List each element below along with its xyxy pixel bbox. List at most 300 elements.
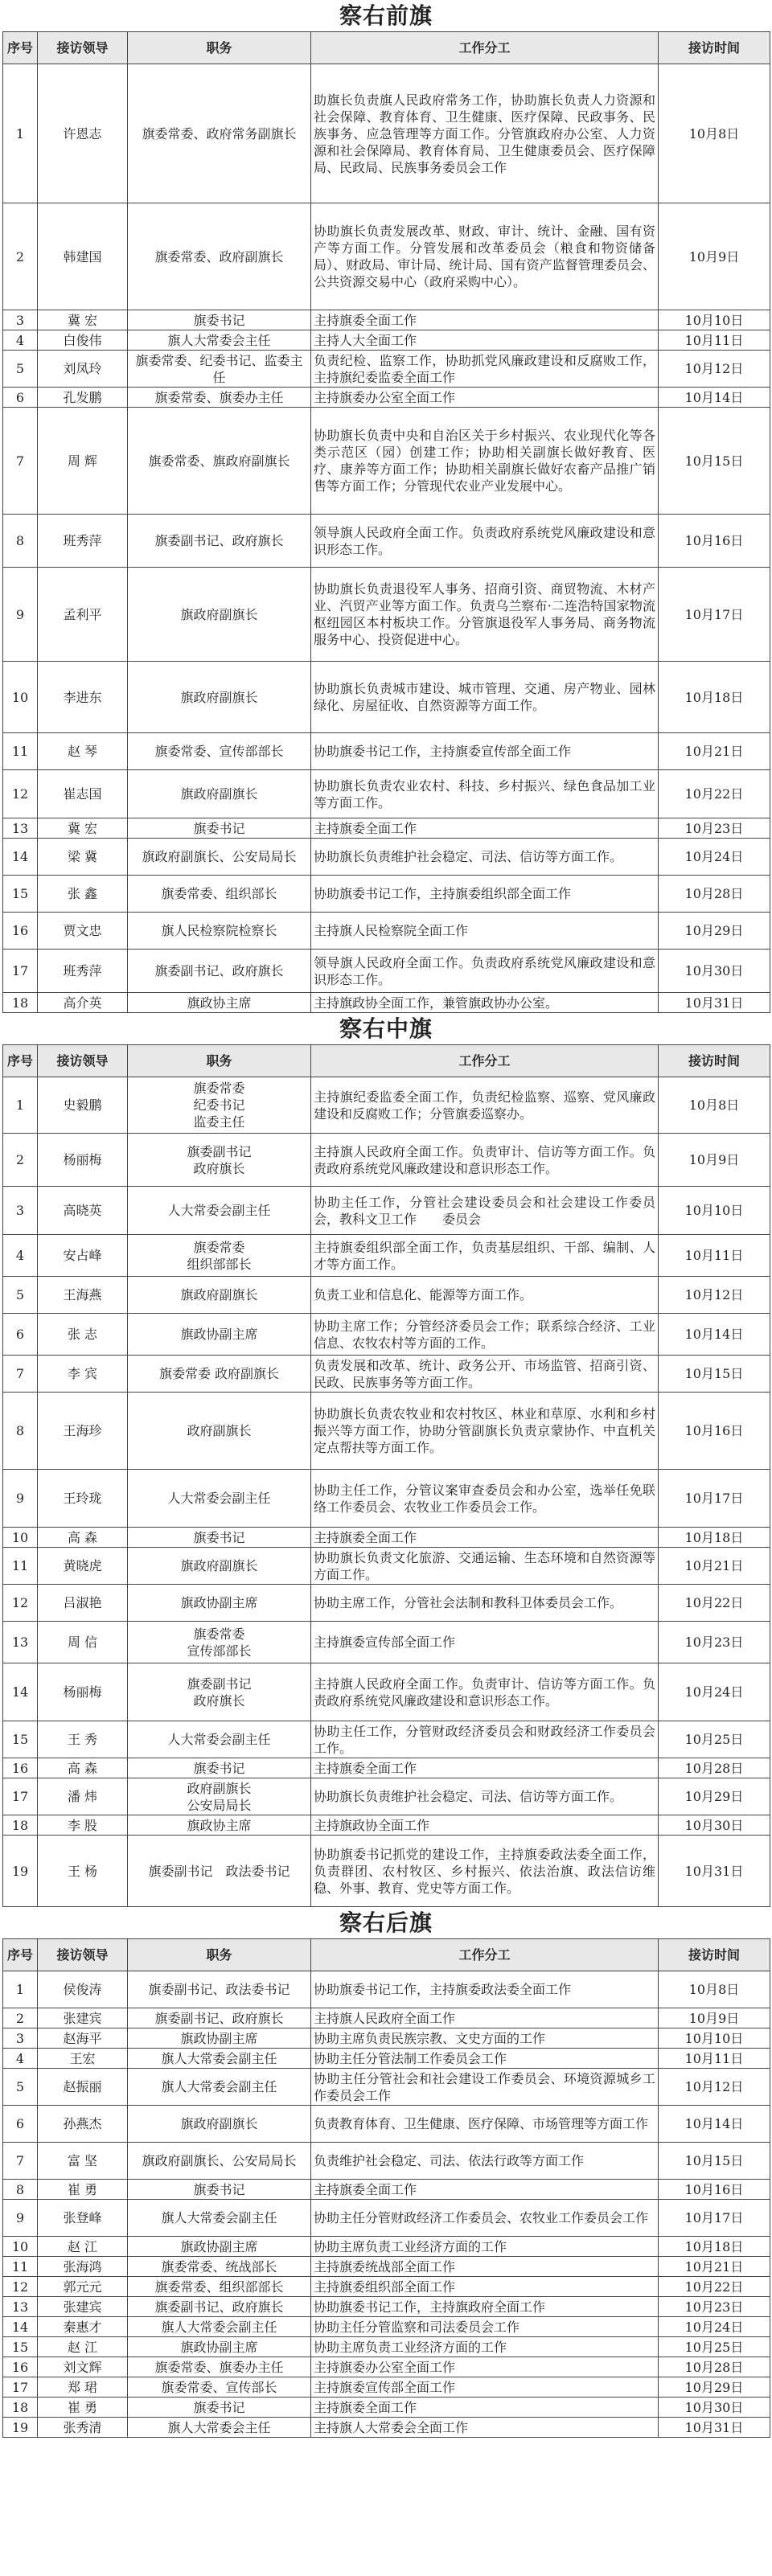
table-row [3,1393,770,1470]
table-row [3,203,770,310]
row-position: 人大常委会副主任 [128,1470,311,1528]
table-row [3,408,770,515]
row-no: 15 [3,2337,38,2357]
table-row [3,2069,770,2106]
row-date: 10月28日 [659,876,770,913]
row-position: 旗委副书记、政府旗长 [128,2297,311,2317]
row-name: 高 森 [38,1528,128,1548]
row-name: 王宏 [38,2049,128,2069]
row-position: 旗政府副旗长、公安局局长 [128,839,311,876]
row-position: 旗委常委 纪委书记 监委主任 [128,1077,311,1134]
row-no: 7 [3,1356,38,1393]
row-date: 10月11日 [659,330,770,351]
row-date: 10月14日 [659,1314,770,1356]
row-no: 9 [3,2200,38,2237]
row-no: 10 [3,662,38,733]
table-row [3,2377,770,2398]
row-no: 4 [3,330,38,351]
row-work: 主持旗政协全面工作 [311,1815,659,1836]
row-work: 主持旗政协全面工作，兼管旗政协办公室。 [311,993,659,1013]
row-no: 19 [3,2418,38,2438]
section-title: 察右前旗 [339,2,433,29]
row-position: 旗委常委、旗政府副旗长 [128,408,311,515]
row-name: 张建宾 [38,2297,128,2317]
row-work: 协助旗委书记工作，主持旗委宣传部全面工作 [311,733,659,770]
row-position: 旗委常委、旗委办主任 [128,2357,311,2377]
table-row [3,1314,770,1356]
table-row [3,1971,770,2008]
row-name: 王 秀 [38,1721,128,1758]
table-row [3,1356,770,1393]
row-no: 12 [3,1585,38,1622]
row-position: 旗政协副主席 [128,1585,311,1622]
row-date: 10月31日 [659,1836,770,1907]
row-work: 负责纪检、监察工作，协助抓党风廉政建设和反腐败工作，主持旗纪委监委全面工作 [311,351,659,388]
row-no: 16 [3,2357,38,2377]
header-name: 接访领导 [38,32,128,64]
row-position: 旗委书记 [128,818,311,839]
row-date: 10月17日 [659,2200,770,2237]
row-no: 4 [3,2049,38,2069]
row-date: 10月15日 [659,1356,770,1393]
header-date: 接访时间 [659,32,770,64]
row-position: 旗政府副旗长 [128,662,311,733]
row-position: 旗委副书记、政府旗长 [128,515,311,568]
table-row [3,2143,770,2180]
header-name: 接访领导 [38,1045,128,1077]
row-date: 10月21日 [659,2257,770,2277]
row-position: 旗委副书记 政府旗长 [128,1663,311,1721]
row-name: 杨丽梅 [38,1663,128,1721]
row-work: 协助旗长负责城市建设、城市管理、交通、房产物业、园林绿化、房屋征收、自然资源等方面工作。 [311,662,659,733]
row-name: 赵 江 [38,2237,128,2257]
row-work: 主持旗人民政府全面工作 [311,2008,659,2028]
table-row [3,1077,770,1134]
row-no: 4 [3,1235,38,1277]
row-date: 10月17日 [659,1470,770,1528]
row-no: 9 [3,568,38,662]
row-name: 王海燕 [38,1277,128,1314]
row-work: 领导旗人民政府全面工作。负责政府系统党风廉政建设和意识形态工作。 [311,515,659,568]
table-row [3,1663,770,1721]
row-position: 旗委书记 [128,2180,311,2200]
row-date: 10月9日 [659,203,770,310]
table-row [3,818,770,839]
table-row [3,913,770,950]
row-position: 旗政府副旗长 [128,770,311,818]
table-row [3,876,770,913]
row-name: 韩建国 [38,203,128,310]
row-position: 旗政府副旗长 [128,1277,311,1314]
row-date: 10月23日 [659,2297,770,2317]
row-no: 10 [3,2237,38,2257]
row-date: 10月24日 [659,839,770,876]
row-name: 刘文辉 [38,2357,128,2377]
row-name: 王玲珑 [38,1470,128,1528]
row-position: 旗委常委、组织部长 [128,876,311,913]
row-name: 高 森 [38,1758,128,1778]
row-no: 1 [3,1077,38,1134]
row-no: 2 [3,2008,38,2028]
row-name: 郭元元 [38,2277,128,2297]
row-date: 10月24日 [659,2317,770,2337]
row-position: 旗政协主席 [128,993,311,1013]
table-row [3,1134,770,1187]
row-position: 旗委常委 政府副旗长 [128,1356,311,1393]
row-position: 旗政府副旗长 [128,568,311,662]
table-row [3,2317,770,2337]
row-no: 12 [3,2277,38,2297]
row-date: 10月18日 [659,2237,770,2257]
row-position: 旗委副书记、政府旗长 [128,2008,311,2028]
row-work: 主持旗人民检察院全面工作 [311,913,659,950]
schedule-table [2,1938,770,2438]
row-work: 协助旗长负责农业农村、科技、乡村振兴、绿色食品加工业等方面工作。 [311,770,659,818]
row-name: 张海鸿 [38,2257,128,2277]
row-name: 许恩志 [38,64,128,203]
row-work: 协助主任分管监察和司法委员会工作 [311,2317,659,2337]
table-row [3,993,770,1013]
row-name: 冀 宏 [38,818,128,839]
table-row [3,2357,770,2377]
header-date: 接访时间 [659,1939,770,1971]
row-work: 协助旗委书记工作，主持旗政府全面工作 [311,2297,659,2317]
section-title: 察右中旗 [339,1015,433,1042]
row-no: 2 [3,203,38,310]
row-date: 10月16日 [659,2180,770,2200]
row-no: 1 [3,64,38,203]
row-work: 协助主任工作，分管社会建设委员会和社会建设工作委员会，教科文卫工作 委员会 [311,1187,659,1235]
row-work: 主持旗委办公室全面工作 [311,2357,659,2377]
row-no: 15 [3,876,38,913]
row-work: 负责工业和信息化、能源等方面工作。 [311,1277,659,1314]
row-work: 协助旗长负责维护社会稳定、司法、信访等方面工作。 [311,1778,659,1815]
row-name: 李 股 [38,1815,128,1836]
row-position: 旗委常委 宣传部部长 [128,1622,311,1663]
table-row [3,2277,770,2297]
row-work: 协助旗长负责中央和自治区关于乡村振兴、农业现代化等各类示范区（园）创建工作；协助相关副旗长做好教育、医疗、康养等方面工作；协助相关副旗长做好农畜产品推广销售等方面工作；分管现代农业产业发展中心。 [311,408,659,515]
row-work: 主持旗委全面工作 [311,2398,659,2418]
row-name: 班秀萍 [38,515,128,568]
table-row [3,1277,770,1314]
row-no: 8 [3,1393,38,1470]
row-name: 张建宾 [38,2008,128,2028]
row-date: 10月16日 [659,1393,770,1470]
row-position: 旗政府副旗长、公安局局长 [128,2143,311,2180]
row-date: 10月30日 [659,2398,770,2418]
row-no: 11 [3,733,38,770]
table-row [3,950,770,993]
row-date: 10月9日 [659,1134,770,1187]
row-position: 旗人大常委会主任 [128,330,311,351]
row-name: 李进东 [38,662,128,733]
row-date: 10月28日 [659,2357,770,2377]
row-date: 10月12日 [659,351,770,388]
row-date: 10月10日 [659,1187,770,1235]
row-no: 15 [3,1721,38,1758]
row-date: 10月18日 [659,662,770,733]
row-date: 10月11日 [659,2049,770,2069]
row-name: 孔发鹏 [38,388,128,408]
row-position: 旗委常委、纪委书记、监委主任 [128,351,311,388]
row-name: 赵振丽 [38,2069,128,2106]
row-no: 18 [3,993,38,1013]
row-work: 主持人大全面工作 [311,330,659,351]
row-no: 3 [3,2028,38,2049]
table-row [3,2418,770,2438]
row-no: 11 [3,2257,38,2277]
row-work: 主持旗纪委监委全面工作，负责纪检监察、巡察、党风廉政建设和反腐败工作；分管旗委巡察办。 [311,1077,659,1134]
row-date: 10月15日 [659,408,770,515]
table-row [3,1585,770,1622]
row-position: 旗人大常委会副主任 [128,2200,311,2237]
header-position: 职务 [128,32,311,64]
row-date: 10月23日 [659,1622,770,1663]
row-no: 16 [3,1758,38,1778]
row-no: 5 [3,351,38,388]
row-work: 主持旗委办公室全面工作 [311,388,659,408]
header-row [3,32,770,64]
row-name: 孙燕杰 [38,2106,128,2143]
row-work: 主持旗委宣传部全面工作 [311,1622,659,1663]
row-position: 人大常委会副主任 [128,1187,311,1235]
row-date: 10月29日 [659,2377,770,2398]
schedule-table [2,1044,770,1907]
row-work: 协助主任分管法制工作委员会工作 [311,2049,659,2069]
row-work: 主持旗委全面工作 [311,818,659,839]
row-name: 黄晓虎 [38,1548,128,1585]
row-name: 秦惠才 [38,2317,128,2337]
row-no: 8 [3,515,38,568]
row-no: 7 [3,408,38,515]
row-position: 旗人大常委会副主任 [128,2069,311,2106]
row-work: 协助主任分管社会和社会建设工作委员会、环境资源城乡工作委员会工作 [311,2069,659,2106]
row-no: 8 [3,2180,38,2200]
row-position: 旗政协副主席 [128,1314,311,1356]
row-name: 赵 江 [38,2337,128,2357]
row-position: 旗委常委 组织部部长 [128,1235,311,1277]
row-no: 17 [3,2377,38,2398]
row-work: 助旗长负责旗人民政府常务工作，协助旗长负责人力资源和社会保障、教育体育、卫生健康、医疗保障、民政事务、民族事务、应急管理等方面工作。分管旗政府办公室、人力资源和社会保障局、教育体育局、卫生健康委员会、医疗保障局、民政局、民族事务委员会工作 [311,64,659,203]
row-no: 17 [3,950,38,993]
row-work: 主持旗委统战部全面工作 [311,2257,659,2277]
row-date: 10月21日 [659,733,770,770]
row-date: 10月22日 [659,1585,770,1622]
row-name: 张 志 [38,1314,128,1356]
row-date: 10月25日 [659,1721,770,1758]
row-work: 协助主任分管财政经济工作委员会、农牧业工作委员会工作 [311,2200,659,2237]
row-date: 10月24日 [659,1663,770,1721]
row-no: 13 [3,1622,38,1663]
header-no: 序号 [3,1045,38,1077]
row-no: 12 [3,770,38,818]
row-position: 旗政协副主席 [128,2237,311,2257]
table-row [3,1622,770,1663]
row-name: 郑 珺 [38,2377,128,2398]
table-row [3,1758,770,1778]
row-work: 协助旗长负责文化旅游、交通运输、生态环境和自然资源等方面工作。 [311,1548,659,1585]
row-position: 旗委副书记、政法委书记 [128,1971,311,2008]
row-no: 13 [3,818,38,839]
row-position: 旗政协副主席 [128,2337,311,2357]
row-name: 周 辉 [38,408,128,515]
table-row [3,2028,770,2049]
row-date: 10月18日 [659,1528,770,1548]
header-position: 职务 [128,1939,311,1971]
row-no: 11 [3,1548,38,1585]
row-work: 协助旗委书记工作，主持旗委组织部全面工作 [311,876,659,913]
row-work: 协助主任工作，分管议案审查委员会和办公室，选举任免联络工作委员会、农牧业工作委员会工作。 [311,1470,659,1528]
table-row [3,568,770,662]
header-no: 序号 [3,1939,38,1971]
row-date: 10月9日 [659,2008,770,2028]
row-name: 史毅鹏 [38,1077,128,1134]
row-name: 张 鑫 [38,876,128,913]
row-position: 旗委书记 [128,2398,311,2418]
row-work: 协助旗长负责维护社会稳定、司法、信访等方面工作。 [311,839,659,876]
table-row [3,2200,770,2237]
row-name: 班秀萍 [38,950,128,993]
row-no: 5 [3,2069,38,2106]
table-row [3,388,770,408]
row-position: 旗政府副旗长 [128,1548,311,1585]
row-work: 领导旗人民政府全面工作。负责政府系统党风廉政建设和意识形态工作。 [311,950,659,993]
row-no: 6 [3,2106,38,2143]
header-row [3,1939,770,1971]
row-work: 协助主席负责工业经济方面的工作 [311,2337,659,2357]
header-name: 接访领导 [38,1939,128,1971]
row-date: 10月21日 [659,1548,770,1585]
row-work: 协助旗长负责退役军人事务、招商引资、商贸物流、木材产业、汽贸产业等方面工作。负责乌兰察布·二连浩特国家物流枢纽园区本村板块工作。分管旗退役军人事务局、商务物流服务中心、投资促进中心。 [311,568,659,662]
table-row [3,64,770,203]
row-name: 高晓英 [38,1187,128,1235]
row-position: 政府副旗长 [128,1393,311,1470]
row-work: 主持旗委全面工作 [311,310,659,330]
header-no: 序号 [3,32,38,64]
section-title: 察右后旗 [339,1909,433,1936]
table-row [3,1721,770,1758]
row-date: 10月15日 [659,2143,770,2180]
row-date: 10月29日 [659,1778,770,1815]
table-row [3,1187,770,1235]
row-date: 10月23日 [659,818,770,839]
table-row [3,2049,770,2069]
row-work: 协助旗长负责发展改革、财政、审计、统计、金融、国有资产等方面工作。分管发展和改革委员会（粮食和物资储备局）、财政局、审计局、统计局、国有资产监督管理委员会、公共资源交易中心（政府采购中心）。 [311,203,659,310]
row-position: 旗委常委、宣传部长 [128,2377,311,2398]
row-work: 主持旗委全面工作 [311,1528,659,1548]
row-name: 张秀清 [38,2418,128,2438]
row-name: 高介英 [38,993,128,1013]
row-name: 崔 勇 [38,2398,128,2418]
row-no: 6 [3,1314,38,1356]
row-date: 10月31日 [659,2418,770,2438]
row-date: 10月8日 [659,64,770,203]
table-row [3,310,770,330]
row-date: 10月10日 [659,310,770,330]
row-work: 主持旗人大常委会全面工作 [311,2418,659,2438]
row-name: 梁 冀 [38,839,128,876]
row-name: 王 杨 [38,1836,128,1907]
table-row [3,2257,770,2277]
row-date: 10月22日 [659,770,770,818]
row-date: 10月30日 [659,1815,770,1836]
row-position: 政府副旗长 公安局局长 [128,1778,311,1815]
row-name: 富 坚 [38,2143,128,2180]
row-work: 主持旗委组织部全面工作，负责基层组织、干部、编制、人才等方面工作。 [311,1235,659,1277]
row-name: 吕淑艳 [38,1585,128,1622]
row-date: 10月8日 [659,1077,770,1134]
table-row [3,1836,770,1907]
row-work: 负责发展和改革、统计、政务公开、市场监管、招商引资、民政、民族事务等方面工作。 [311,1356,659,1393]
row-position: 旗委常委、旗委办主任 [128,388,311,408]
row-date: 10月12日 [659,2069,770,2106]
row-no: 14 [3,2317,38,2337]
table-row [3,839,770,876]
row-work: 协助主席负责工业经济方面的工作 [311,2237,659,2257]
row-work: 负责教育体育、卫生健康、医疗保障、市场管理等方面工作 [311,2106,659,2143]
row-work: 协助主席工作；分管经济委员会工作；联系综合经济、工业信息、农牧农村等方面的工作。 [311,1314,659,1356]
row-name: 安占峰 [38,1235,128,1277]
row-no: 17 [3,1778,38,1815]
row-position: 旗委常委、政府常务副旗长 [128,64,311,203]
row-name: 赵海平 [38,2028,128,2049]
row-work: 协助主席工作，分管社会法制和教科卫体委员会工作。 [311,1585,659,1622]
row-name: 潘 炜 [38,1778,128,1815]
row-work: 主持旗人民政府全面工作。负责审计、信访等方面工作。负责政府系统党风廉政建设和意识形态工作。 [311,1663,659,1721]
row-name: 张登峰 [38,2200,128,2237]
row-name: 刘凤玲 [38,351,128,388]
row-work: 主持旗人民政府全面工作。负责审计、信访等方面工作。负责政府系统党风廉政建设和意识形态工作。 [311,1134,659,1187]
row-no: 14 [3,1663,38,1721]
table-row [3,351,770,388]
row-name: 崔 勇 [38,2180,128,2200]
row-no: 14 [3,839,38,876]
row-work: 主持旗委全面工作 [311,2180,659,2200]
row-work: 协助旗委书记抓党的建设工作，主持旗委政法委全面工作，负责群团、农村牧区、乡村振兴、依法治旗、政法信访维稳、外事、教育、党史等方面工作。 [311,1836,659,1907]
table-row [3,1470,770,1528]
row-name: 冀 宏 [38,310,128,330]
table-row [3,1815,770,1836]
row-work: 协助旗委书记工作，主持旗委政法委全面工作 [311,1971,659,2008]
row-no: 18 [3,1815,38,1836]
row-name: 崔志国 [38,770,128,818]
row-work: 负责维护社会稳定、司法、依法行政等方面工作 [311,2143,659,2180]
row-position: 旗人大常委会主任 [128,2418,311,2438]
table-row [3,662,770,733]
row-name: 李 宾 [38,1356,128,1393]
row-no: 9 [3,1470,38,1528]
row-position: 旗委常委、政府副旗长 [128,203,311,310]
row-work: 协助主席负责民族宗教、文史方面的工作 [311,2028,659,2049]
row-position: 旗委常委、统战部长 [128,2257,311,2277]
table-row [3,1528,770,1548]
header-date: 接访时间 [659,1045,770,1077]
row-work: 主持旗委全面工作 [311,1758,659,1778]
row-position: 旗人大常委会副主任 [128,2049,311,2069]
row-work: 主持旗委宣传部全面工作 [311,2377,659,2398]
row-position: 旗委常委、组织部部长 [128,2277,311,2297]
row-date: 10月30日 [659,950,770,993]
row-name: 侯俊涛 [38,1971,128,2008]
row-name: 贾文忠 [38,913,128,950]
row-date: 10月25日 [659,2337,770,2357]
row-date: 10月29日 [659,913,770,950]
table-row [3,515,770,568]
table-row [3,2237,770,2257]
row-position: 旗委书记 [128,1758,311,1778]
table-row [3,1778,770,1815]
row-no: 5 [3,1277,38,1314]
